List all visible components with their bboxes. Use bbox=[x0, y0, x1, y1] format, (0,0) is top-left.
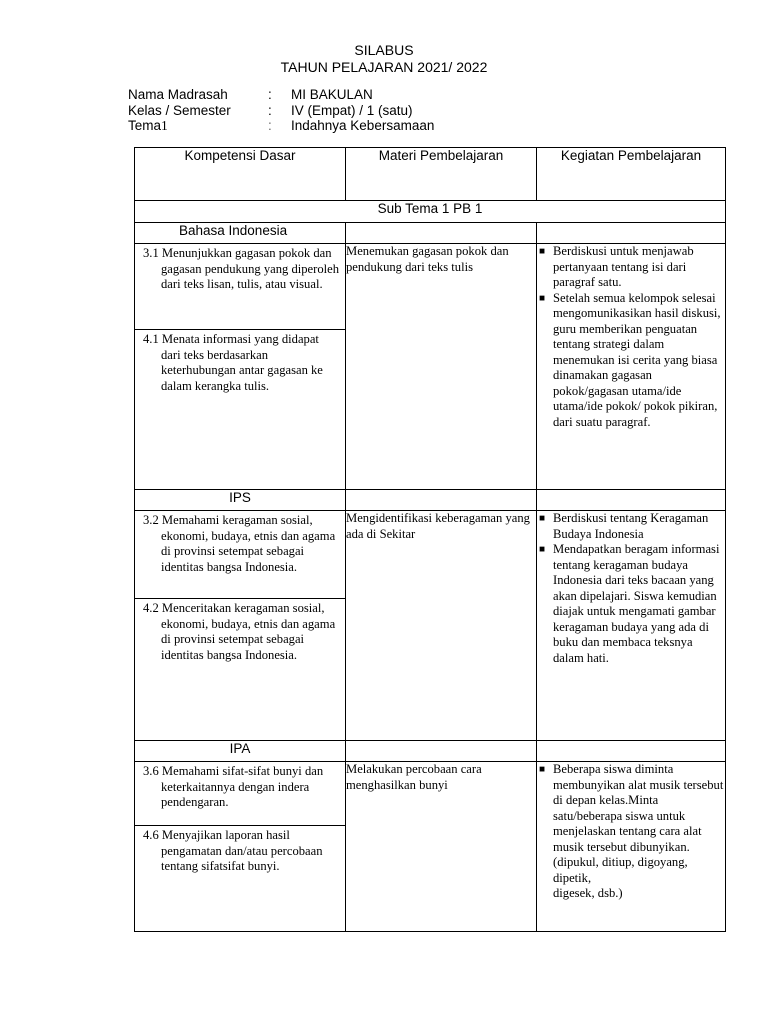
kd-item: 4.2 Menceritakan keragaman sosial, ekonomi, budaya, etnis dan agama di provinsi setempat sebagai identitas bangsa Indonesia. bbox=[135, 598, 345, 671]
empty-cell bbox=[346, 490, 537, 511]
info-colon: : bbox=[268, 87, 272, 102]
materi-cell: Mengidentifikasi keberagaman yang ada di Sekitar bbox=[346, 511, 537, 741]
kegiatan-tail: dari suatu paragraf. bbox=[553, 414, 651, 429]
kegiatan-cell bbox=[537, 762, 726, 932]
info-label: Nama Madrasah bbox=[128, 87, 228, 102]
academic-year: TAHUN PELAJARAN 2021/ 2022 bbox=[280, 59, 488, 75]
empty-cell bbox=[537, 223, 726, 244]
kd-cell bbox=[135, 762, 346, 932]
column-header-materi: Materi Pembelajaran bbox=[346, 148, 537, 201]
info-value: Indahnya Kebersamaan bbox=[291, 118, 435, 133]
list-item: ■ Beberapa siswa diminta membunyikan alat musik tersebut di depan kelas.Minta satu/beberapa siswa untuk menjelaskan tentang cara alat musik tersebut dibunyikan. (dipukul, ditiup, digoyang, dipetik, bbox=[539, 762, 724, 885]
subject-name: Bahasa Indonesia bbox=[135, 223, 346, 244]
kd-cell bbox=[135, 244, 346, 490]
subject-name: IPS bbox=[135, 490, 346, 511]
list-item: ■ Berdiskusi tentang Keragaman Budaya Indonesia bbox=[539, 511, 709, 541]
table-row bbox=[135, 511, 726, 741]
table-row bbox=[135, 244, 726, 490]
info-value: IV (Empat) / 1 (satu) bbox=[291, 103, 413, 118]
column-header-kompetensi: Kompetensi Dasar bbox=[135, 148, 346, 201]
kd-item: 3.2 Memahami keragaman sosial, ekonomi, budaya, etnis dan agama di provinsi setempat sebagai identitas bangsa Indonesia. bbox=[143, 513, 336, 574]
document-title: SILABUS bbox=[354, 42, 414, 58]
subject-name: IPA bbox=[135, 741, 346, 762]
kd-item: 3.1 Menunjukkan gagasan pokok dan gagasan pendukung yang diperoleh dari teks lisan, tulis, atau visual. bbox=[143, 246, 340, 291]
empty-cell bbox=[346, 223, 537, 244]
info-value: MI BAKULAN bbox=[291, 87, 373, 102]
info-label: Tema1 bbox=[128, 118, 168, 133]
table-header-row bbox=[135, 148, 726, 201]
kd-cell bbox=[135, 511, 346, 741]
empty-cell bbox=[537, 741, 726, 762]
kd-item: 3.6 Memahami sifat-sifat bunyi dan keterkaitannya dengan indera pendengaran. bbox=[143, 764, 324, 809]
table-row bbox=[135, 762, 726, 932]
list-item: ■ Berdiskusi untuk menjawab pertanyaan tentang isi dari paragraf satu. bbox=[539, 244, 694, 289]
list-item: ■ Mendapatkan beragam informasi tentang keragaman budaya Indonesia dari teks bacaan yang akan dipelajari. Siswa kemudian diajak untuk mengamati gambar keragaman budaya yang ada di buku dan membaca teksnya bbox=[539, 542, 720, 649]
subtema-label: Sub Tema 1 PB 1 bbox=[135, 201, 726, 223]
empty-cell bbox=[346, 741, 537, 762]
info-colon: : bbox=[268, 103, 272, 118]
info-label: Kelas / Semester bbox=[128, 103, 231, 118]
subject-row bbox=[135, 741, 726, 762]
kegiatan-cell bbox=[537, 244, 726, 490]
list-item: ■ Setelah semua kelompok selesai mengomunikasikan hasil diskusi, guru memberikan penguatan tentang strategi dalam menemukan isi cerita yang biasa dinamakan gagasan pokok/gagasan utama/ide utama/ide pokok/ pokok pikiran, bbox=[539, 290, 721, 413]
kegiatan-tail: digesek, dsb.) bbox=[553, 886, 623, 900]
syllabus-table bbox=[134, 147, 726, 932]
kegiatan-cell bbox=[537, 511, 726, 741]
subject-row bbox=[135, 223, 726, 244]
subtema-row bbox=[135, 201, 726, 223]
kd-item: 4.6 Menyajikan laporan hasil pengamatan dan/atau percobaan tentang sifatsifat bunyi. bbox=[135, 825, 345, 883]
column-header-kegiatan: Kegiatan Pembelajaran bbox=[537, 148, 726, 201]
kd-item: 4.1 Menata informasi yang didapat dari teks berdasarkan keterhubungan antar gagasan ke dalam kerangka tulis. bbox=[135, 329, 345, 402]
subject-row bbox=[135, 490, 726, 511]
info-colon: : bbox=[268, 118, 272, 133]
materi-cell: Melakukan percobaan cara menghasilkan bunyi bbox=[346, 762, 537, 932]
empty-cell bbox=[537, 490, 726, 511]
materi-cell: Menemukan gagasan pokok dan pendukung dari teks tulis bbox=[346, 244, 537, 490]
kegiatan-tail: dalam hati. bbox=[553, 650, 609, 665]
